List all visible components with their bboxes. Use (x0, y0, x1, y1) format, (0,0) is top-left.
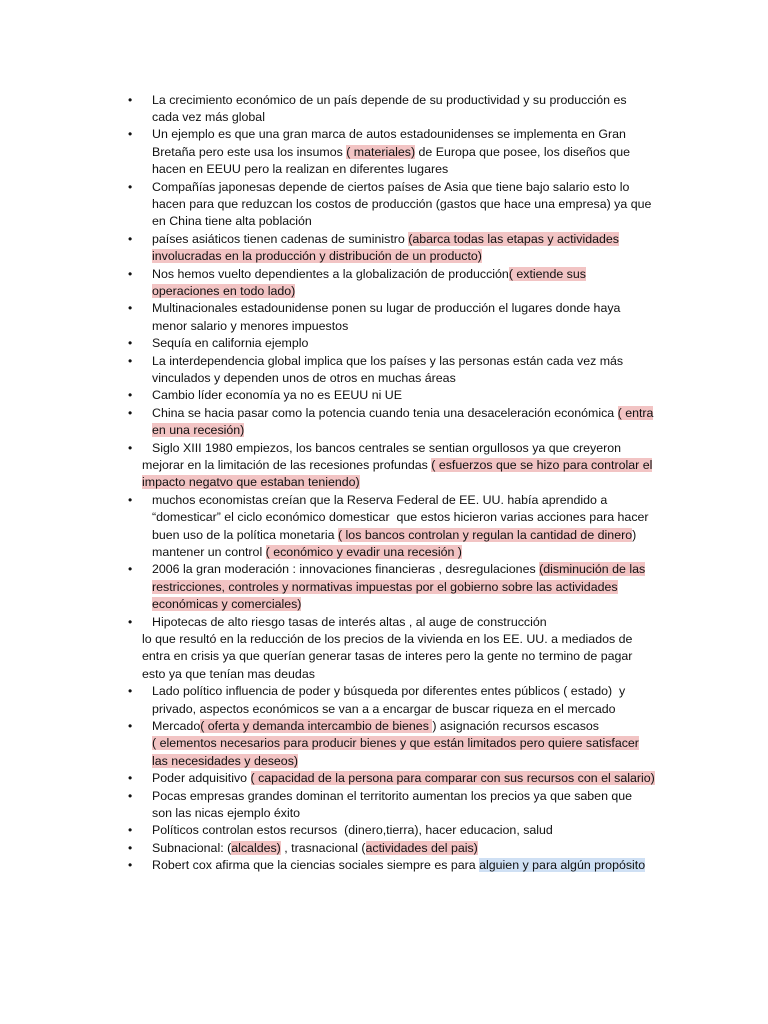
highlight: impacto negatvo que estaban teniendo) (142, 475, 360, 489)
list-item-line: Subnacional: (alcaldes) , trasnacional (actividades del pais) (152, 841, 478, 855)
bullet-icon: • (128, 562, 133, 576)
list-item-line (152, 596, 301, 613)
bullet-icon: • (128, 336, 133, 350)
bullet-icon: • (128, 127, 133, 141)
highlight: (disminución de las (539, 562, 646, 576)
list-item-line: países asiáticos tienen cadenas de suministro (abarca todas las etapas y actividades (152, 232, 619, 246)
list-item-line: cada vez más global (152, 110, 265, 124)
list-item-line: Poder adquisitivo ( capacidad de la persona para comparar con sus recursos con el salario) (152, 771, 655, 785)
highlight: ( oferta y demanda intercambio de bienes (200, 719, 433, 733)
bullet-icon: • (128, 267, 133, 281)
highlight: económicas y comerciales) (152, 597, 302, 611)
bullet-icon: • (128, 789, 133, 803)
list-item-line: La interdependencia global implica que los países y las personas están cada vez más (152, 354, 624, 368)
list-item-line: Robert cox afirma que la ciencias sociales siempre es para alguien y para algún propósito (152, 858, 646, 872)
highlight: restricciones, controles y normativas impuestas por el gobierno sobre las actividades (152, 580, 618, 594)
bullet-icon: • (128, 388, 133, 402)
list-item-line: Multinacionales estadounidense ponen su lugar de producción el lugares donde haya (152, 301, 621, 315)
highlight: (abarca todas las etapas y actividades (408, 232, 619, 246)
list-item-line: entra en crisis ya que querían generar tasas de interes pero la gente no termino de pagar (142, 649, 633, 663)
highlight: alcaldes) (231, 841, 281, 855)
list-item-line: mejorar en la limitación de las recesiones profundas ( esfuerzos que se hizo para controlar el (142, 458, 653, 472)
list-item-line (152, 753, 298, 770)
list-item-line: mantener un control ( económico y evadir una recesión ) (152, 545, 462, 559)
list-item-line: son las nicas ejemplo éxito (152, 806, 301, 820)
list-item-line: lo que resultó en la reducción de los precios de la vivienda en los EE. UU. a mediados de (142, 632, 633, 646)
list-item-line: muchos economistas creían que la Reserva Federal de EE. UU. había aprendido a (152, 493, 608, 507)
list-item-line: Políticos controlan estos recursos (dinero,tierra), hacer educacion, salud (152, 823, 553, 837)
list-item-line: en China tiene alta población (152, 214, 312, 228)
highlight: ( entra (617, 406, 654, 420)
highlight: las necesidades y deseos) (152, 754, 299, 768)
bullet-icon: • (128, 841, 133, 855)
highlight: en una recesión) (152, 423, 245, 437)
list-item-line: vinculados y dependen unos de otros en muchas áreas (152, 371, 456, 385)
list-item-line: hacen en EEUU pero la realizan en diferentes lugares (152, 162, 449, 176)
list-item-line (152, 248, 482, 265)
bullet-icon: • (128, 684, 133, 698)
list-item-line: “domesticar” el ciclo económico domesticar que estos hicieron varias acciones para hacer (152, 510, 649, 524)
list-item-line: China se hacia pasar como la potencia cuando tenia una desaceleración económica ( entra (152, 406, 654, 420)
highlight-blue: alguien y para algún propósito (479, 858, 646, 872)
bullet-icon: • (128, 441, 133, 455)
list-item-line: menor salario y menores impuestos (152, 319, 349, 333)
bullet-icon: • (128, 354, 133, 368)
bullet-icon: • (128, 493, 133, 507)
list-item-line: 2006 la gran moderación : innovaciones financieras , desregulaciones (disminución de las (152, 562, 646, 576)
highlight: ( capacidad de la persona para comparar con sus recursos con el salario) (250, 771, 655, 785)
list-item-line (142, 474, 360, 491)
list-item-line: Hipotecas de alto riesgo tasas de interés altas , al auge de construcción (152, 615, 547, 629)
highlight: ( elementos necesarios para producir bienes y que están limitados pero quiere satisfacer (152, 736, 639, 750)
bullet-icon: • (128, 232, 133, 246)
list-item-line: Siglo XIII 1980 empiezos, los bancos centrales se sentian orgullosos ya que creyeron (152, 441, 622, 455)
highlight: actividades del pais) (365, 841, 478, 855)
list-item-line: La crecimiento económico de un país depende de su productividad y su producción es (152, 93, 627, 107)
list-item-line: Un ejemplo es que una gran marca de autos estadounidenses se implementa en Gran (152, 127, 626, 141)
list-item-line: Sequía en california ejemplo (152, 336, 309, 350)
list-item-line (152, 735, 639, 752)
list-item-line (152, 283, 295, 300)
list-item-line: Lado político influencia de poder y búsqueda por diferentes entes públicos ( estado) y (152, 684, 626, 698)
highlight: ( materiales) (346, 145, 416, 159)
bullet-icon: • (128, 180, 133, 194)
list-item-line: Pocas empresas grandes dominan el territorito aumentan los precios ya que saben que (152, 789, 633, 803)
bullet-icon: • (128, 301, 133, 315)
bullet-icon: • (128, 615, 133, 629)
highlight: ( extiende sus (508, 267, 586, 281)
list-item-line: Bretaña pero este usa los insumos ( materiales) de Europa que posee, los diseños que (152, 145, 631, 159)
list-item-line: Nos hemos vuelto dependientes a la globalización de producción( extiende sus (152, 267, 586, 281)
bullet-icon: • (128, 823, 133, 837)
list-item-line: hacen para que reduzcan los costos de producción (gastos que hace una empresa) ya que (152, 197, 652, 211)
highlight: ( los bancos controlan y regulan la cantidad de dinero (337, 528, 633, 542)
list-item-line: Compañías japonesas depende de ciertos países de Asia que tiene bajo salario esto lo (152, 180, 630, 194)
highlight: ( económico y evadir una recesión ) (265, 545, 462, 559)
list-item-line: Cambio líder economía ya no es EEUU ni UE (152, 388, 402, 402)
highlight: operaciones en todo lado) (152, 284, 296, 298)
bullet-icon: • (128, 719, 133, 733)
bullet-icon: • (128, 406, 133, 420)
list-item-line: Mercado( oferta y demanda intercambio de bienes ) asignación recursos escasos (152, 719, 600, 733)
list-item-line (152, 422, 244, 439)
list-item-line: privado, aspectos económicos se van a a encargar de buscar riqueza en el mercado (152, 702, 616, 716)
bullet-icon: • (128, 858, 133, 872)
list-item-line: esto ya que tenían mas deudas (142, 667, 315, 681)
list-item-line (152, 579, 618, 596)
bullet-icon: • (128, 93, 133, 107)
bullet-icon: • (128, 771, 133, 785)
highlight: involucradas en la producción y distribución de un producto) (152, 249, 482, 263)
list-item-line: buen uso de la política monetaria ( los bancos controlan y regulan la cantidad de dinero) (152, 528, 637, 542)
highlight: ( esfuerzos que se hizo para controlar el (431, 458, 653, 472)
